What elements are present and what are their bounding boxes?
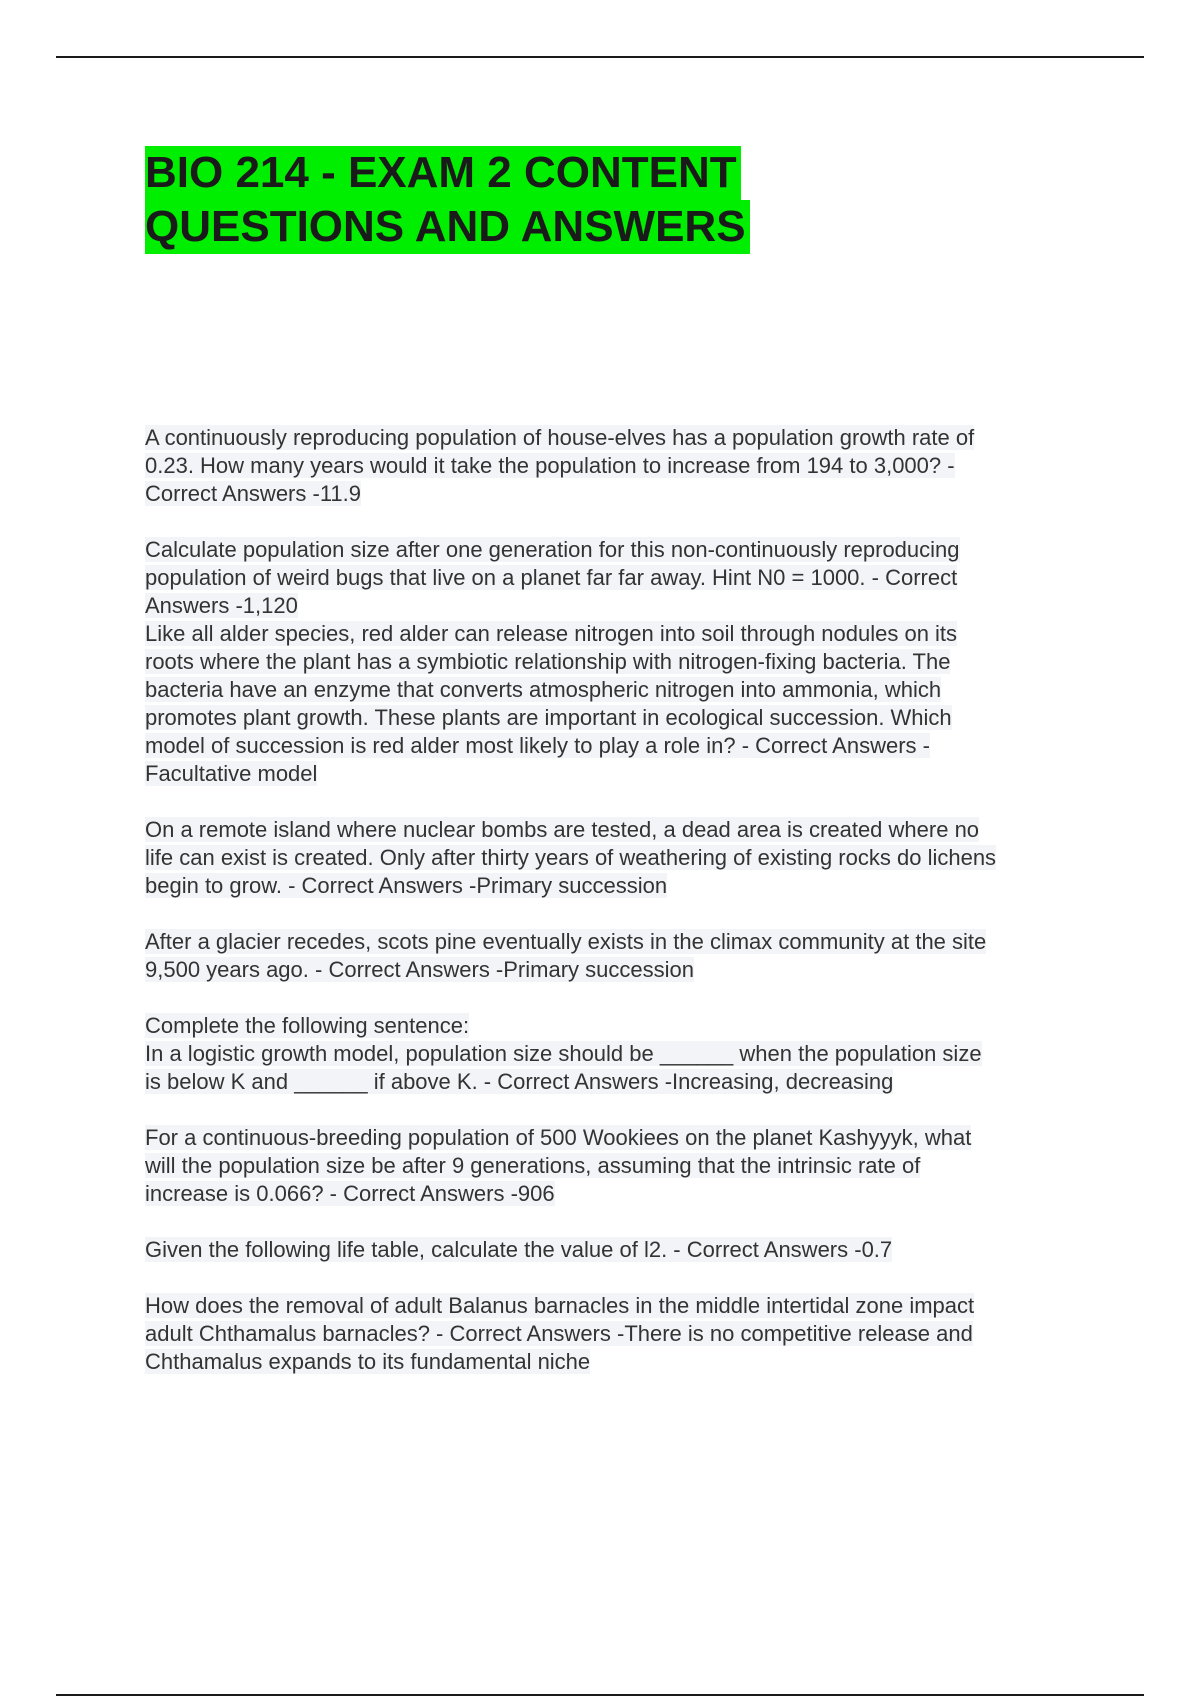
title-line-1: BIO 214 - EXAM 2 CONTENT <box>145 146 741 200</box>
qa-item-7 <box>145 1124 1085 1208</box>
qa-text-line: Complete the following sentence: <box>145 1013 470 1038</box>
title-line-2: QUESTIONS AND ANSWERS <box>145 200 750 254</box>
header-rule <box>56 56 1144 58</box>
qa-text-line: How does the removal of adult Balanus barnacles in the middle intertidal zone impact <box>145 1293 975 1318</box>
qa-text-line: Correct Answers -11.9 <box>145 481 362 506</box>
qa-text-line: After a glacier recedes, scots pine eventually exists in the climax community at the site <box>145 929 987 954</box>
qa-text-line: life can exist is created. Only after thirty years of weathering of existing rocks do lichens <box>145 845 997 870</box>
qa-text-line: 9,500 years ago. - Correct Answers -Primary succession <box>145 957 694 982</box>
qa-text-line: will the population size be after 9 generations, assuming that the intrinsic rate of <box>145 1153 921 1178</box>
document-title <box>145 146 1045 254</box>
qa-item-3 <box>145 620 1085 788</box>
qa-item-4 <box>145 816 1085 900</box>
qa-text-line: roots where the plant has a symbiotic relationship with nitrogen-fixing bacteria. The <box>145 649 951 674</box>
qa-text-line: Chthamalus expands to its fundamental niche <box>145 1349 591 1374</box>
qa-item-6 <box>145 1012 1085 1096</box>
qa-text-line: In a logistic growth model, population size should be ______ when the population size <box>145 1041 982 1066</box>
qa-item-2 <box>145 536 1085 620</box>
qa-item-8 <box>145 1236 1085 1264</box>
qa-text-line: population of weird bugs that live on a planet far far away. Hint N0 = 1000. - Correct <box>145 565 958 590</box>
qa-text-line: Answers -1,120 <box>145 593 298 618</box>
qa-text-line: adult Chthamalus barnacles? - Correct Answers -There is no competitive release and <box>145 1321 973 1346</box>
qa-item-1 <box>145 424 1085 508</box>
qa-text-line: promotes plant growth. These plants are important in ecological succession. Which <box>145 705 952 730</box>
qa-text-line: On a remote island where nuclear bombs are tested, a dead area is created where no <box>145 817 980 842</box>
qa-text-line: Like all alder species, red alder can release nitrogen into soil through nodules on its <box>145 621 958 646</box>
qa-text-line: A continuously reproducing population of house-elves has a population growth rate of <box>145 425 975 450</box>
qa-text-line: increase is 0.066? - Correct Answers -906 <box>145 1181 555 1206</box>
qa-text-line: model of succession is red alder most likely to play a role in? - Correct Answers - <box>145 733 930 758</box>
qa-text-line: begin to grow. - Correct Answers -Primary succession <box>145 873 668 898</box>
qa-list <box>145 424 1085 1404</box>
qa-text-line: 0.23. How many years would it take the population to increase from 194 to 3,000? - <box>145 453 955 478</box>
qa-item-5 <box>145 928 1085 984</box>
qa-text-line: bacteria have an enzyme that converts atmospheric nitrogen into ammonia, which <box>145 677 942 702</box>
qa-item-9 <box>145 1292 1085 1376</box>
qa-text-line: Facultative model <box>145 761 318 786</box>
footer-rule <box>56 1694 1144 1696</box>
qa-text-line: For a continuous-breeding population of 500 Wookiees on the planet Kashyyyk, what <box>145 1125 972 1150</box>
qa-text-line: Given the following life table, calculate the value of l2. - Correct Answers -0.7 <box>145 1237 893 1262</box>
qa-text-line: Calculate population size after one generation for this non-continuously reproducing <box>145 537 960 562</box>
qa-text-line: is below K and ______ if above K. - Correct Answers -Increasing, decreasing <box>145 1069 894 1094</box>
